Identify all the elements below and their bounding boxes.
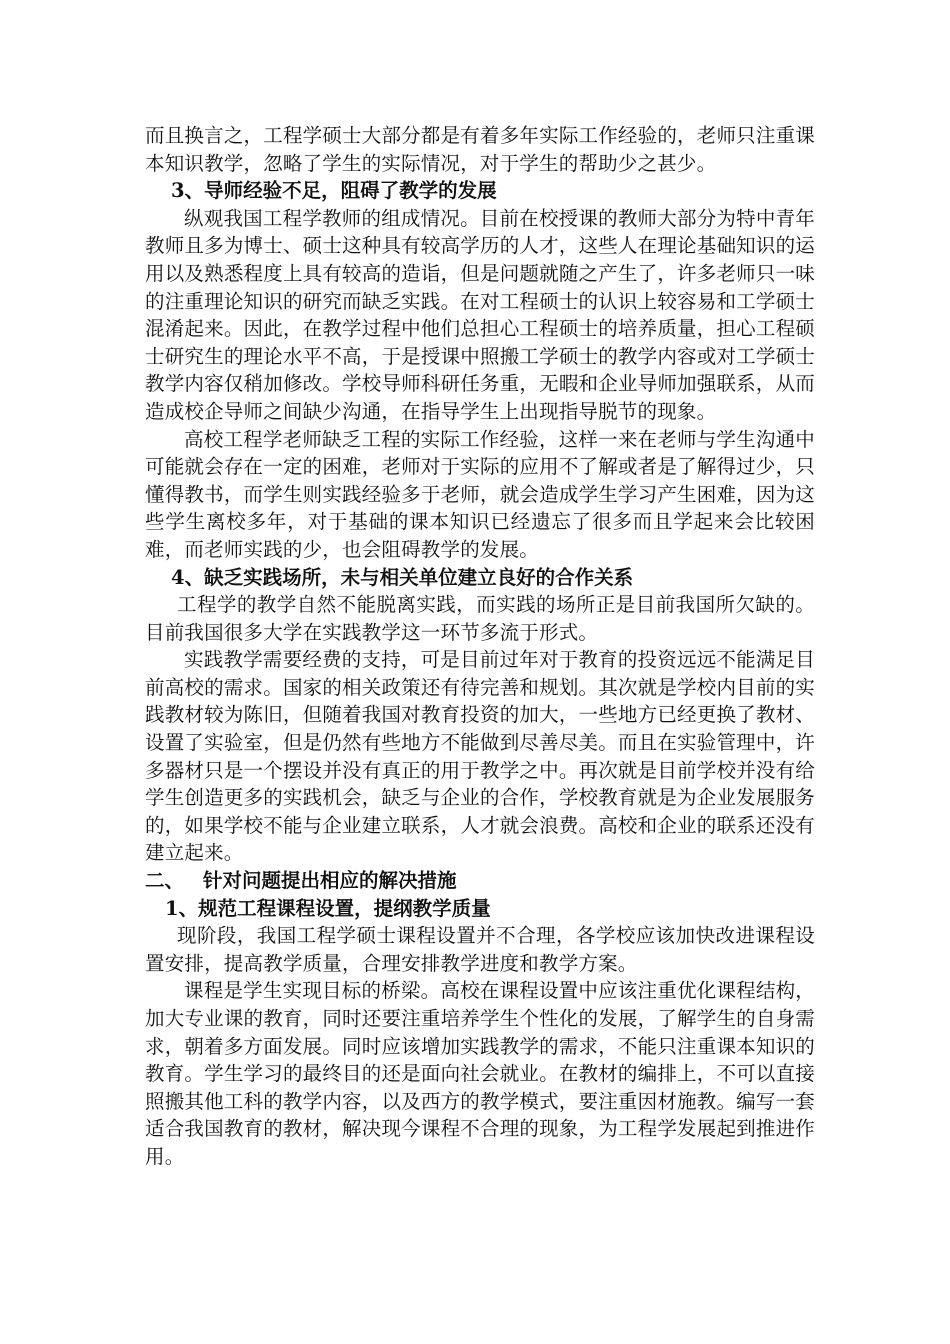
paragraph-curriculum-bridge: 课程是学生实现目标的桥梁。高校在课程设置中应该注重优化课程结构，加大专业课的教育，同时还要注重培养学生个性化的发展，了解学生的自身需求，朝着多方面发展。同时应该增加实践教学的需求，不能只注重课本知识的教育。学生学习的最终目的还是面向社会就业。在教材的编排上，不可以直接照搬其他工科的教学内容，以及西方的教学模式，要注重因材施教。编写一套适合我国教育的教材，解决现今课程不合理的现象，为工程学发展起到推进作用。	[145, 979, 815, 1168]
heading-3-mentor-experience: 3、导师经验不足，阻碍了教学的发展	[171, 179, 497, 203]
document-page	[145, 122, 815, 1171]
paragraph-current-stage: 现阶段，我国工程学硕士课程设置并不合理，各学校应该加快改进课程设置安排，提高教学质量，合理安排教学进度和教学方案。	[145, 924, 815, 975]
section-2-title: 针对问题提出相应的解决措施	[203, 869, 457, 893]
heading-s1-curriculum: 1、规范工程课程设置，提纲教学质量	[165, 896, 491, 920]
paragraph-lack-of-experience: 高校工程学老师缺乏工程的实际工作经验，这样一来在老师与学生沟通中可能就会存在一定的困难，老师对于实际的应用不了解或者是了解得过少，只懂得教书，而学生则实践经验多于老师，就会造成学生学习产生困难，因为这些学生离校多年，对于基础的课本知识已经遗忘了很多而且学起来会比较困难，而老师实践的少，也会阻碍教学的发展。	[145, 427, 815, 561]
paragraph-practice-lacking: 工程学的教学自然不能脱离实践，而实践的场所正是目前我国所欠缺的。目前我国很多大学在实践教学这一环节多流于形式。	[145, 593, 815, 644]
section-2-number: 二、	[145, 869, 185, 893]
paragraph-continuation: 而且换言之，工程学硕士大部分都是有着多年实际工作经验的，老师只注重课本知识教学，忽略了学生的实际情况，对于学生的帮助少之甚少。	[145, 124, 815, 175]
paragraph-teacher-composition: 纵观我国工程学教师的组成情况。目前在校授课的教师大部分为特中青年教师且多为博士、硕士这种具有较高学历的人才，这些人在理论基础知识的运用以及熟悉程度上具有较高的造诣，但是问题就随之产生了，许多老师只一味的注重理论知识的研究而缺乏实践。在对工程硕士的认识上较容易和工学硕士混淆起来。因此，在教学过程中他们总担心工程硕士的培养质量，担心工程硕士研究生的理论水平不高，于是授课中照搬工学硕士的教学内容或对工学硕士教学内容仅稍加修改。学校导师科研任务重，无暇和企业导师加强联系，从而造成校企导师之间缺少沟通，在指导学生上出现指导脱节的现象。	[145, 206, 815, 423]
paragraph-funding: 实践教学需要经费的支持，可是目前过年对于教育的投资远远不能满足目前高校的需求。国家的相关政策还有待完善和规划。其次就是学校内目前的实践教材较为陈旧，但随着我国对教育投资的加大，一些地方已经更换了教材、设置了实验室，但是仍然有些地方不能做到尽善尽美。而且在实验管理中，许多器材只是一个摆设并没有真正的用于教学之中。再次就是目前学校并没有给学生创造更多的实践机会，缺乏与企业的合作，学校教育就是为企业发展服务的，如果学校不能与企业建立联系，人才就会浪费。高校和企业的联系还没有建立起来。	[145, 648, 815, 865]
heading-4-practice-sites: 4、缺乏实践场所，未与相关单位建立良好的合作关系	[171, 565, 634, 589]
section-2-heading	[145, 867, 815, 895]
